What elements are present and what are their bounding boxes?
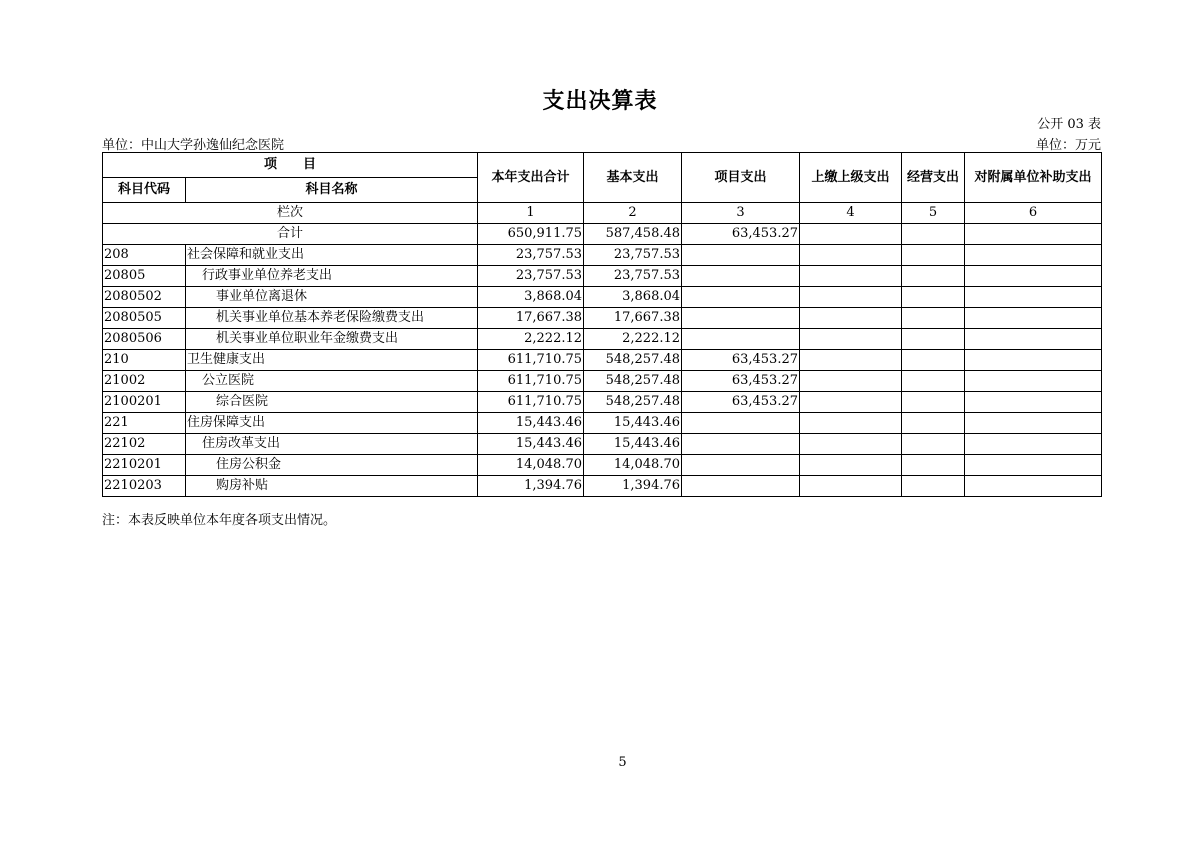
- row-project: [682, 287, 800, 308]
- total-subsidy: [965, 224, 1102, 245]
- row-name: 行政事业单位养老支出: [186, 266, 478, 287]
- table-row: [103, 350, 1102, 371]
- row-project: 63,453.27: [682, 350, 800, 371]
- row-business: [902, 392, 965, 413]
- row-upper: [800, 308, 902, 329]
- column-index-4: 4: [800, 203, 902, 224]
- column-index-6: 6: [965, 203, 1102, 224]
- row-project: 63,453.27: [682, 371, 800, 392]
- row-business: [902, 287, 965, 308]
- row-name: 住房保障支出: [186, 413, 478, 434]
- currency-unit: 单位：万元: [1035, 138, 1101, 153]
- expenditure-table: [102, 152, 1102, 497]
- row-basic: 3,868.04: [584, 287, 682, 308]
- form-number: 公开 03 表: [1037, 117, 1101, 132]
- row-subsidy: [965, 287, 1102, 308]
- row-name: 公立医院: [186, 371, 478, 392]
- row-basic: 23,757.53: [584, 245, 682, 266]
- total-business: [902, 224, 965, 245]
- row-total: 15,443.46: [478, 434, 584, 455]
- table-row: [103, 476, 1102, 497]
- row-project: [682, 413, 800, 434]
- row-project: [682, 266, 800, 287]
- row-code: 20805: [103, 266, 186, 287]
- row-subsidy: [965, 371, 1102, 392]
- row-subsidy: [965, 329, 1102, 350]
- total-label: 合计: [103, 224, 478, 245]
- table-row: [103, 245, 1102, 266]
- table-row: [103, 434, 1102, 455]
- header-item: 项 目: [103, 153, 478, 178]
- row-total: 17,667.38: [478, 308, 584, 329]
- row-subsidy: [965, 308, 1102, 329]
- row-total: 3,868.04: [478, 287, 584, 308]
- row-business: [902, 455, 965, 476]
- header-col-business: 经营支出: [902, 153, 965, 203]
- row-basic: 1,394.76: [584, 476, 682, 497]
- row-project: [682, 308, 800, 329]
- row-subsidy: [965, 392, 1102, 413]
- row-code: 21002: [103, 371, 186, 392]
- row-total: 611,710.75: [478, 392, 584, 413]
- row-business: [902, 371, 965, 392]
- page-title: 支出决算表: [542, 88, 658, 114]
- header-col-project: 项目支出: [682, 153, 800, 203]
- row-name: 购房补贴: [186, 476, 478, 497]
- row-upper: [800, 245, 902, 266]
- row-code: 2210203: [103, 476, 186, 497]
- header-row-top: [103, 153, 1102, 178]
- row-business: [902, 245, 965, 266]
- column-index-label: 栏次: [103, 203, 478, 224]
- table-row: [103, 371, 1102, 392]
- column-index-row: [103, 203, 1102, 224]
- row-name: 住房公积金: [186, 455, 478, 476]
- row-upper: [800, 434, 902, 455]
- row-name: 综合医院: [186, 392, 478, 413]
- row-total: 611,710.75: [478, 371, 584, 392]
- table-row: [103, 308, 1102, 329]
- row-upper: [800, 266, 902, 287]
- row-business: [902, 350, 965, 371]
- row-upper: [800, 413, 902, 434]
- header-col-upper: 上缴上级支出: [800, 153, 902, 203]
- row-name: 机关事业单位职业年金缴费支出: [186, 329, 478, 350]
- row-subsidy: [965, 266, 1102, 287]
- row-business: [902, 413, 965, 434]
- row-business: [902, 266, 965, 287]
- table-row: [103, 455, 1102, 476]
- row-business: [902, 476, 965, 497]
- page-number: 5: [618, 755, 627, 770]
- column-index-1: 1: [478, 203, 584, 224]
- row-subsidy: [965, 455, 1102, 476]
- row-project: [682, 476, 800, 497]
- row-upper: [800, 476, 902, 497]
- row-basic: 15,443.46: [584, 434, 682, 455]
- row-project: [682, 329, 800, 350]
- row-code: 2080506: [103, 329, 186, 350]
- column-index-5: 5: [902, 203, 965, 224]
- table-row: [103, 413, 1102, 434]
- header-col-total: 本年支出合计: [478, 153, 584, 203]
- row-upper: [800, 371, 902, 392]
- total-basic: 587,458.48: [584, 224, 682, 245]
- row-code: 210: [103, 350, 186, 371]
- row-name: 社会保障和就业支出: [186, 245, 478, 266]
- row-project: 63,453.27: [682, 392, 800, 413]
- row-basic: 2,222.12: [584, 329, 682, 350]
- row-business: [902, 434, 965, 455]
- row-upper: [800, 329, 902, 350]
- row-basic: 548,257.48: [584, 350, 682, 371]
- row-total: 23,757.53: [478, 266, 584, 287]
- row-code: 208: [103, 245, 186, 266]
- data-rows: [103, 245, 1102, 497]
- row-basic: 15,443.46: [584, 413, 682, 434]
- row-total: 2,222.12: [478, 329, 584, 350]
- row-subsidy: [965, 434, 1102, 455]
- total-project: 63,453.27: [682, 224, 800, 245]
- row-subsidy: [965, 476, 1102, 497]
- header-code: 科目代码: [103, 178, 186, 203]
- row-basic: 14,048.70: [584, 455, 682, 476]
- row-total: 611,710.75: [478, 350, 584, 371]
- row-basic: 23,757.53: [584, 266, 682, 287]
- row-project: [682, 434, 800, 455]
- row-basic: 548,257.48: [584, 392, 682, 413]
- row-subsidy: [965, 245, 1102, 266]
- total-value: 650,911.75: [478, 224, 584, 245]
- column-index-2: 2: [584, 203, 682, 224]
- row-code: 22102: [103, 434, 186, 455]
- row-name: 住房改革支出: [186, 434, 478, 455]
- row-total: 23,757.53: [478, 245, 584, 266]
- row-project: [682, 455, 800, 476]
- row-subsidy: [965, 413, 1102, 434]
- row-total: 15,443.46: [478, 413, 584, 434]
- table-row: [103, 266, 1102, 287]
- row-code: 2080502: [103, 287, 186, 308]
- table-note: 注：本表反映单位本年度各项支出情况。: [102, 513, 337, 528]
- row-name: 机关事业单位基本养老保险缴费支出: [186, 308, 478, 329]
- row-basic: 17,667.38: [584, 308, 682, 329]
- row-project: [682, 245, 800, 266]
- row-upper: [800, 287, 902, 308]
- reporting-unit: 单位：中山大学孙逸仙纪念医院: [102, 138, 285, 153]
- total-row: [103, 224, 1102, 245]
- row-code: 221: [103, 413, 186, 434]
- row-business: [902, 308, 965, 329]
- header-col-subsidy: 对附属单位补助支出: [965, 153, 1102, 203]
- table-row: [103, 329, 1102, 350]
- row-name: 卫生健康支出: [186, 350, 478, 371]
- row-upper: [800, 455, 902, 476]
- row-code: 2100201: [103, 392, 186, 413]
- column-index-3: 3: [682, 203, 800, 224]
- row-upper: [800, 392, 902, 413]
- row-total: 14,048.70: [478, 455, 584, 476]
- table-row: [103, 287, 1102, 308]
- row-code: 2080505: [103, 308, 186, 329]
- row-total: 1,394.76: [478, 476, 584, 497]
- row-basic: 548,257.48: [584, 371, 682, 392]
- row-business: [902, 329, 965, 350]
- row-upper: [800, 350, 902, 371]
- header-name: 科目名称: [186, 178, 478, 203]
- row-subsidy: [965, 350, 1102, 371]
- total-upper: [800, 224, 902, 245]
- table-row: [103, 392, 1102, 413]
- row-code: 2210201: [103, 455, 186, 476]
- header-col-basic: 基本支出: [584, 153, 682, 203]
- row-name: 事业单位离退休: [186, 287, 478, 308]
